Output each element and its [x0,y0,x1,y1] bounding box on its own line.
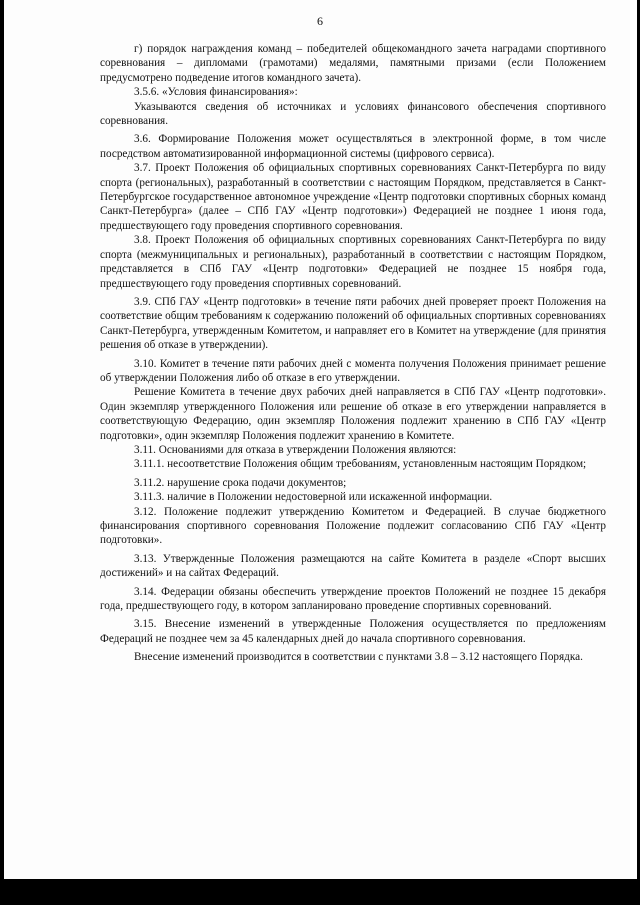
page-number: 6 [317,14,323,28]
paragraph-award-order: г) порядок награждения команд – победителей общекомандного зачета наградами спортивного соревнования – дипломами (грамотами) медалями, памятными призами (если Положением предусмотрено подведение итогов командного зачета). [100,43,606,84]
scan-border-bottom [0,879,640,905]
document-body [100,42,606,665]
paragraph-financing-info: Указываются сведения об источниках и условиях финансового обеспечения спортивного соревнования. [100,100,606,128]
paragraph-3-11-3: 3.11.3. наличие в Положении недостоверной или искаженной информации. [134,491,493,504]
paragraph-3-11-2: 3.11.2. нарушение срока подачи документов; [134,476,347,489]
paragraph-3-9: 3.9. СПб ГАУ «Центр подготовки» в течение пяти рабочих дней проверяет проект Положения на соответствие общим требованиям к содержанию положений об официальных спортивных соревнованиях Санкт-Петербурга, утвержденным Комитетом, и направляет его в Комитет на утверждение (для принятия решения об отказе в утверждении). [100,295,606,352]
paragraph-3-7: 3.7. Проект Положения об официальных спортивных соревнованиях Санкт-Петербурга по виду спорта (региональных), разработанный в соответствии с настоящим Порядком, представляется в Санкт-Петербургское государственное автономное учреждение «Центр подготовки спортивных сборных команд Санкт-Петербурга» (далее – СПб ГАУ «Центр подготовки») Федерацией не позднее 1 июня года, предшествующего году проведения спортивного соревнования. [100,162,606,232]
paragraph-amendments: Внесение изменений производится в соответствии с пунктами 3.8 – 3.12 настоящего Порядка. [134,651,583,664]
paragraph-3-13: 3.13. Утвержденные Положения размещаются на сайте Комитета в разделе «Спорт высших достижений» и на сайтах Федераций. [100,552,606,580]
scan-border-left [0,0,4,905]
paragraph-3-10: 3.10. Комитет в течение пяти рабочих дней с момента получения Положения принимает решение об утверждении Положения либо об отказе в его утверждении. [100,357,606,384]
paragraph-3-11-1: 3.11.1. несоответствие Положения общим требованиям, установленным настоящим Порядком; [134,458,587,471]
paragraph-3-11: 3.11. Основаниями для отказа в утверждении Положения являются: [134,443,457,456]
paragraph-3-8: 3.8. Проект Положения об официальных спортивных соревнованиях Санкт-Петербурга по виду спорта (межмуниципальных и региональных), разработанный в соответствии с настоящим Порядком, представляется в СПб ГАУ «Центр подготовки» Федерацией не позднее 15 ноября года, предшествующего году проведения спортивных соревнований. [100,234,606,290]
paragraph-3-15: 3.15. Внесение изменений в утвержденные Положения осуществляется по предложениям Федераций не позднее чем за 45 календарных дней до начала спортивного соревнования. [100,618,606,645]
paragraph-3-12: 3.12. Положение подлежит утверждению Комитетом и Федерацией. В случае бюджетного финансирования спортивного соревнования Положение подлежит согласованию СПб ГАУ «Центр подготовки». [100,505,606,547]
paragraph-3-5-6: 3.5.6. «Условия финансирования»: [134,86,298,99]
paragraph-3-6: 3.6. Формирование Положения может осуществляться в электронной форме, в том числе посредством автоматизированной информационной системы (цифрового сервиса). [100,133,606,160]
paragraph-committee-decision: Решение Комитета в течение двух рабочих дней направляется в СПб ГАУ «Центр подготовки». Один экземпляр утвержденного Положения или решение об отказе в его утверждении направляется в соответствующую Федерацию, один экземпляр Положения подлежит хранению в СПб ГАУ «Центр подготовки», один экземпляр Положения подлежит хранению в Комитете. [100,386,606,442]
paragraph-3-14: 3.14. Федерации обязаны обеспечить утверждение проектов Положений не позднее 15 декабря года, предшествующего году, в котором запланировано проведение спортивных соревнований. [100,585,606,613]
